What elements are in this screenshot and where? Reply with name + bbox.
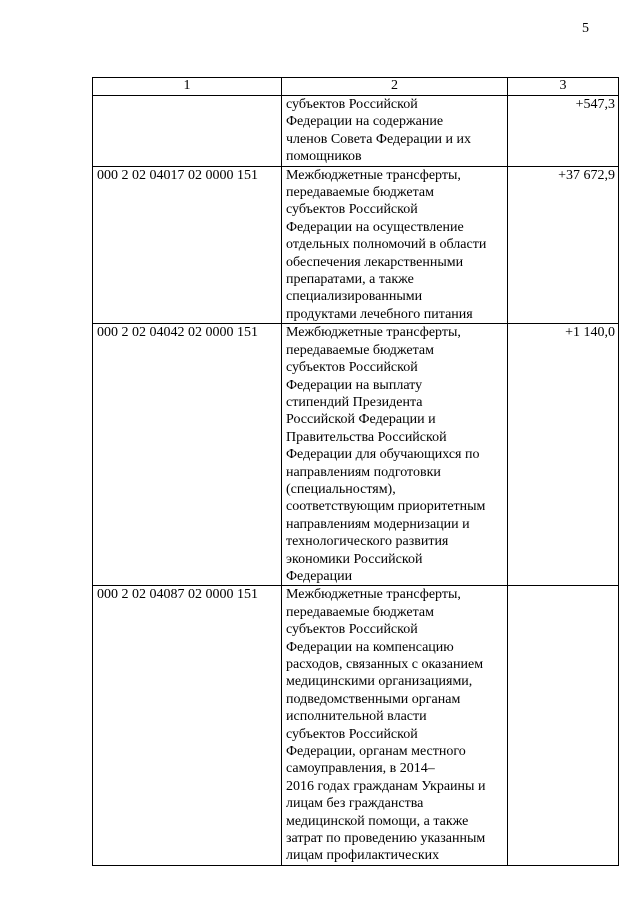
page-number: 5 <box>582 21 589 36</box>
description-line: субъектов Российской <box>286 622 418 638</box>
description-line: подведомственными органам <box>286 691 461 707</box>
description-line: специализированными <box>286 289 423 305</box>
table-row <box>93 166 619 324</box>
description-line: Федерации для обучающихся по <box>286 447 480 463</box>
table-row <box>93 96 619 167</box>
amount-cell <box>508 586 619 866</box>
description-line: продуктами лечебного питания <box>286 306 473 322</box>
description-line: Межбюджетные трансферты, <box>286 167 461 183</box>
description-line: направлениям подготовки <box>286 464 441 480</box>
description-line: стипендий Президента <box>286 394 423 410</box>
description-cell <box>282 166 508 324</box>
description-line: помощников <box>286 149 362 165</box>
description-line: передаваемые бюджетам <box>286 342 434 358</box>
description-line: расходов, связанных с оказанием <box>286 657 484 672</box>
budget-code-cell: 000 2 02 04087 02 0000 151 <box>93 586 282 866</box>
description-line: самоуправления, в 2014– <box>286 761 435 777</box>
description-line: Федерации на осуществление <box>286 219 464 235</box>
description-line: Федерации на выплату <box>286 377 423 393</box>
description-line: Межбюджетные трансферты, <box>286 325 461 341</box>
column-header: 2 <box>282 78 508 96</box>
table-row <box>93 586 619 866</box>
description-line: соответствующим приоритетным <box>286 499 486 515</box>
amount-cell: +1 140,0 <box>508 324 619 586</box>
description-line: экономики Российской <box>286 551 423 567</box>
description-line: передаваемые бюджетам <box>286 604 434 620</box>
description-line: обеспечения лекарственными <box>286 254 464 270</box>
description-line: (специальностям), <box>286 481 396 497</box>
description-line: Межбюджетные трансферты, <box>286 587 461 603</box>
description-line: Федерации на содержание <box>286 114 444 130</box>
description-line: технологического развития <box>286 534 449 550</box>
description-line: 2016 годах гражданам Украины и <box>286 778 486 794</box>
description-line: членов Совета Федерации и их <box>286 131 472 147</box>
description-line: Федерации <box>286 568 353 584</box>
description-line: направлениям модернизации и <box>286 516 470 532</box>
description-cell <box>282 586 508 866</box>
description-line: препаратами, а также <box>286 272 414 288</box>
description-line: Российской Федерации и <box>286 412 436 428</box>
description-line: медицинскими организациями, <box>286 674 473 690</box>
description-line: лицам профилактических <box>286 848 440 864</box>
description-line: Правительства Российской <box>286 429 447 445</box>
budget-code-cell <box>93 96 282 167</box>
description-cell <box>282 96 508 167</box>
amount-cell: +547,3 <box>508 96 619 167</box>
budget-code-cell: 000 2 02 04042 02 0000 151 <box>93 324 282 586</box>
table-header-row <box>93 78 619 96</box>
description-line: лицам без гражданства <box>286 796 424 812</box>
table-body <box>93 96 619 866</box>
table-row <box>93 324 619 586</box>
budget-code-cell: 000 2 02 04017 02 0000 151 <box>93 166 282 324</box>
amount-cell: +37 672,9 <box>508 166 619 324</box>
description-line: субъектов Российской <box>286 202 418 218</box>
description-line: субъектов Российской <box>286 726 418 742</box>
description-cell <box>282 324 508 586</box>
description-line: Федерации на компенсацию <box>286 639 454 655</box>
column-header: 1 <box>93 78 282 96</box>
description-line: передаваемые бюджетам <box>286 185 434 201</box>
column-header: 3 <box>508 78 619 96</box>
description-line: субъектов Российской <box>286 360 418 376</box>
description-line: Федерации, органам местного <box>286 744 466 760</box>
description-line: субъектов Российской <box>286 97 418 112</box>
description-line: затрат по проведению указанным <box>286 831 486 847</box>
budget-table <box>92 77 619 866</box>
description-line: исполнительной власти <box>286 709 427 725</box>
description-line: отдельных полномочий в области <box>286 237 487 253</box>
description-line: медицинской помощи, а также <box>286 813 469 829</box>
